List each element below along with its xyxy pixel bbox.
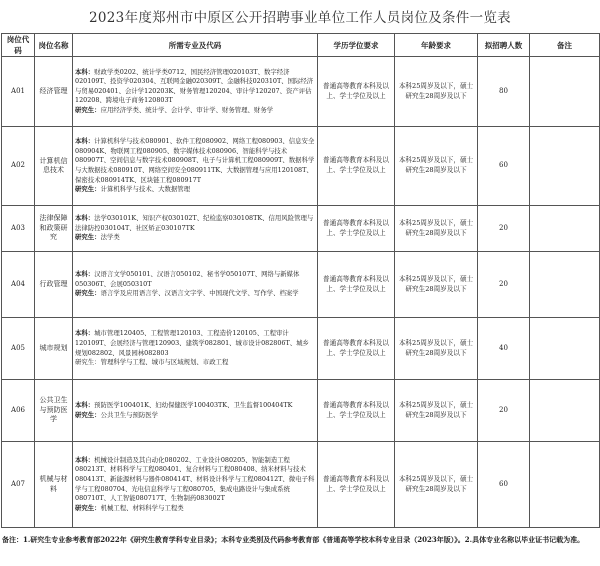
row-name: 法律保障和政策研究 (35, 206, 73, 252)
header-code: 岗位代码 (2, 34, 35, 57)
undergrad-label: 本科： (75, 67, 95, 76)
undergrad-majors: 财政学类0202、统计学类0712、国民经济管理020103T、数字经济020109T、投资学020304、互联网金融020309T、金融科技020310T、国际经济与贸易020401、会计学120203K、财务管理120204、审计学120207、资产评估120208、跨境电子商务120803T (75, 67, 314, 105)
row-age: 本科25周岁及以下，硕士研究生28周岁及以下 (395, 380, 478, 442)
undergrad-label: 本科： (75, 400, 95, 409)
header-remark: 备注 (530, 34, 600, 57)
row-code: A07 (2, 442, 35, 528)
row-major (73, 442, 318, 528)
row-count: 20 (478, 252, 530, 318)
row-education: 普通高等教育本科及以上、学士学位及以上 (318, 442, 395, 528)
row-major (73, 318, 318, 380)
row-count: 20 (478, 380, 530, 442)
row-major (73, 380, 318, 442)
undergrad-majors: 计算机科学与技术080901、软件工程080902、网络工程080903、信息安全080904K、物联网工程080905、数字媒体技术080906、智能科学与技术080907T、空间信息与数字技术080908T、电子与计算机工程080909T、数据科学与大数据技术080910T、网络空间安全080911TK、大数据管理与应用120108T、保密技术080914TK、区块链工程080917T (75, 137, 315, 184)
grad-label: 研究生： (75, 503, 101, 512)
row-major (73, 57, 318, 127)
row-remark (530, 442, 600, 528)
header-age: 年龄要求 (395, 34, 478, 57)
undergrad-majors: 汉语言文学050101、汉语言050102、秘书学050107T、网络与新媒体050306T、会展050310T (75, 270, 300, 288)
row-name: 经济管理 (35, 57, 73, 127)
header-major: 所需专业及代码 (73, 34, 318, 57)
undergrad-majors: 预防医学100401K、妇幼保健医学100403TK、卫生监督100404TK (94, 400, 293, 409)
row-education: 普通高等教育本科及以上、学士学位及以上 (318, 318, 395, 380)
row-count: 60 (478, 127, 530, 206)
row-code: A02 (2, 127, 35, 206)
row-code: A01 (2, 57, 35, 127)
grad-majors: 管理科学与工程、城市与区域规划、市政工程 (100, 358, 229, 367)
undergrad-label: 本科： (75, 455, 95, 464)
undergrad-label: 本科： (75, 270, 95, 279)
header-name: 岗位名称 (35, 34, 73, 57)
row-code: A04 (2, 252, 35, 318)
row-count: 60 (478, 442, 530, 528)
row-count: 80 (478, 57, 530, 127)
header-count: 拟招聘人数 (478, 34, 530, 57)
row-code: A03 (2, 206, 35, 252)
footnote: 备注：1.研究生专业参考教育部2022年《研究生教育学科专业目录》；本科专业类别及代码参考教育部《普通高等学校本科专业目录（2023年版）》。2.具体专业名称以毕业证书记载为准。 (2, 535, 585, 544)
table-row (2, 380, 600, 442)
table-row (2, 252, 600, 318)
grad-majors: 语言学及应用语言学、汉语言文字学、中国现代文学、写作学、档案学 (100, 289, 299, 298)
row-code: A06 (2, 380, 35, 442)
row-remark (530, 318, 600, 380)
undergrad-label: 本科： (75, 137, 95, 146)
table-header-row (2, 34, 600, 57)
row-remark (530, 252, 600, 318)
row-name: 公共卫生与预防医学 (35, 380, 73, 442)
row-major (73, 252, 318, 318)
grad-label: 研究生： (75, 105, 101, 114)
row-education: 普通高等教育本科及以上、学士学位及以上 (318, 252, 395, 318)
row-remark (530, 127, 600, 206)
undergrad-label: 本科： (75, 214, 95, 223)
table-row (2, 127, 600, 206)
grad-label: 研究生： (75, 410, 101, 419)
table-row (2, 442, 600, 528)
header-education: 学历学位要求 (318, 34, 395, 57)
grad-majors: 应用经济学类、统计学、会计学、审计学、财务管理、财务学 (100, 105, 274, 114)
row-education: 普通高等教育本科及以上、学士学位及以上 (318, 127, 395, 206)
document-title: 2023年度郑州市中原区公开招聘事业单位工作人员岗位及条件一览表 (89, 10, 511, 26)
row-remark (530, 206, 600, 252)
row-name: 行政管理 (35, 252, 73, 318)
row-age: 本科25周岁及以下，硕士研究生28周岁及以下 (395, 442, 478, 528)
table-row (2, 206, 600, 252)
row-name: 机械与材料 (35, 442, 73, 528)
grad-majors: 机械工程、材料科学与工程类 (100, 503, 184, 512)
undergrad-majors: 机械设计制造及其自动化080202、工业设计080205、智能制造工程080213T、材料科学与工程080401、复合材料与工程080408、纳米材料与技术080413T、新能源材料与器件080414T、材料设计科学与工程080412T、微电子科学与工程080704、光电信息科学与工程080705、集成电路设计与集成系统080710T、人工智能080717T、生物制药083002T (75, 455, 315, 503)
grad-majors: 计算机科学与技术、大数据管理 (100, 185, 191, 194)
grad-label: 研究生： (75, 358, 101, 367)
table-row (2, 57, 600, 127)
row-age: 本科25周岁及以下，硕士研究生28周岁及以下 (395, 57, 478, 127)
row-age: 本科25周岁及以下，硕士研究生28周岁及以下 (395, 206, 478, 252)
row-education: 普通高等教育本科及以上、学士学位及以上 (318, 206, 395, 252)
table-row (2, 318, 600, 380)
grad-majors: 公共卫生与预防医学 (100, 410, 159, 419)
positions-table (1, 33, 600, 528)
row-remark (530, 57, 600, 127)
row-age: 本科25周岁及以下，硕士研究生28周岁及以下 (395, 318, 478, 380)
undergrad-majors: 城市管理120405、工程管理120103、工程造价120105、工程审计120109T、会展经济与管理120903、建筑学082801、城市设计082806T、城乡规划082802、风景园林082803 (75, 329, 309, 357)
undergrad-majors: 法学030101K、知识产权030102T、纪检监察030108TK、信用风险管理与法律防控030104T、社区矫正030107TK (75, 214, 314, 232)
grad-majors: 法学类 (100, 233, 120, 242)
grad-label: 研究生： (75, 233, 101, 242)
row-code: A05 (2, 318, 35, 380)
row-education: 普通高等教育本科及以上、学士学位及以上 (318, 57, 395, 127)
row-count: 40 (478, 318, 530, 380)
row-count: 20 (478, 206, 530, 252)
row-age: 本科25周岁及以下，硕士研究生28周岁及以下 (395, 127, 478, 206)
row-name: 城市规划 (35, 318, 73, 380)
row-major (73, 206, 318, 252)
row-remark (530, 380, 600, 442)
row-major (73, 127, 318, 206)
grad-label: 研究生： (75, 185, 101, 194)
undergrad-label: 本科： (75, 329, 95, 338)
row-name: 计算机信息技术 (35, 127, 73, 206)
grad-label: 研究生： (75, 289, 101, 298)
row-age: 本科25周岁及以下，硕士研究生28周岁及以下 (395, 252, 478, 318)
row-education: 普通高等教育本科及以上、学士学位及以上 (318, 380, 395, 442)
